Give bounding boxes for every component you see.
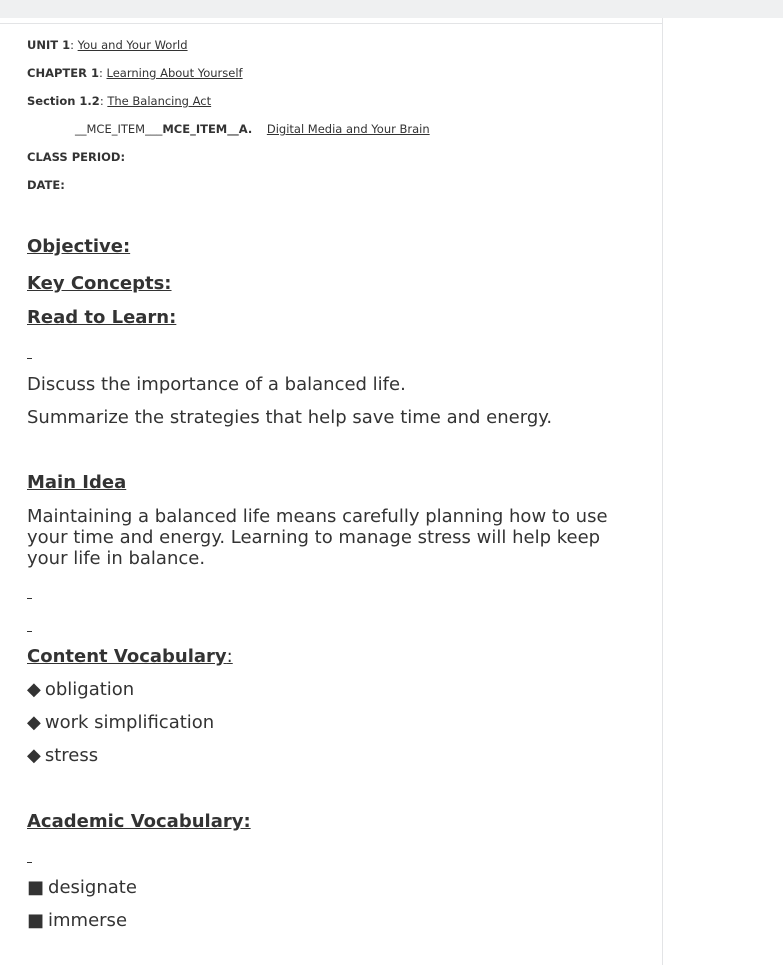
empty-paragraph-marker	[27, 358, 32, 359]
chapter-line: CHAPTER 1: Learning About Yourself	[27, 66, 243, 80]
academic-vocab-item: ■ designate	[27, 877, 137, 898]
unit-label: UNIT 1	[27, 38, 71, 52]
section-link[interactable]: The Balancing Act	[107, 94, 212, 108]
right-side-panel	[662, 18, 783, 965]
content-vocab-item: ◆ work simplification	[27, 712, 215, 733]
class-period: CLASS PERIOD:	[27, 150, 126, 164]
read-to-learn-item: Discuss the importance of a balanced life.	[27, 374, 406, 395]
empty-paragraph-marker	[27, 862, 32, 863]
item-line	[75, 122, 430, 136]
empty-paragraph-marker	[27, 598, 32, 599]
academic-vocab-item: ■ immerse	[27, 910, 128, 931]
square-bullet-icon: ■	[27, 910, 45, 931]
item-link[interactable]: Digital Media and Your Brain	[266, 122, 430, 136]
unit-link[interactable]: You and Your World	[77, 38, 188, 52]
item-bold: MCE_ITEM__A.	[162, 122, 253, 136]
content-vocab-item: ◆ stress	[27, 745, 99, 766]
read-to-learn-heading: Read to Learn:	[27, 307, 177, 328]
read-to-learn-item: Summarize the strategies that help save time and energy.	[27, 407, 553, 428]
item-prefix: __MCE_ITEM___	[75, 122, 163, 136]
academic-vocabulary-heading: Academic Vocabulary:	[27, 811, 251, 832]
main-idea-text: Maintaining a balanced life means carefully planning how to use your time and energy. Learning to manage stress will help keep your life in balance.	[27, 506, 608, 569]
objective-heading: Objective:	[27, 236, 131, 257]
content-vocabulary-heading: Content Vocabulary:	[27, 646, 233, 667]
main-idea-heading: Main Idea	[27, 472, 127, 493]
chapter-link[interactable]: Learning About Yourself	[106, 66, 243, 80]
section-label: Section 1.2	[27, 94, 100, 108]
chapter-label: CHAPTER 1	[27, 66, 99, 80]
toolbar-divider	[0, 23, 663, 24]
square-bullet-icon: ■	[27, 877, 45, 898]
unit-line: UNIT 1: You and Your World	[27, 38, 188, 52]
date-label: DATE:	[27, 178, 65, 192]
empty-paragraph-marker	[27, 631, 32, 632]
top-toolbar	[0, 0, 783, 18]
section-line: Section 1.2: The Balancing Act	[27, 94, 212, 108]
diamond-bullet-icon: ◆	[27, 745, 41, 766]
diamond-bullet-icon: ◆	[27, 679, 41, 700]
key-concepts-heading: Key Concepts:	[27, 273, 172, 294]
content-vocab-item: ◆ obligation	[27, 679, 135, 700]
diamond-bullet-icon: ◆	[27, 712, 41, 733]
